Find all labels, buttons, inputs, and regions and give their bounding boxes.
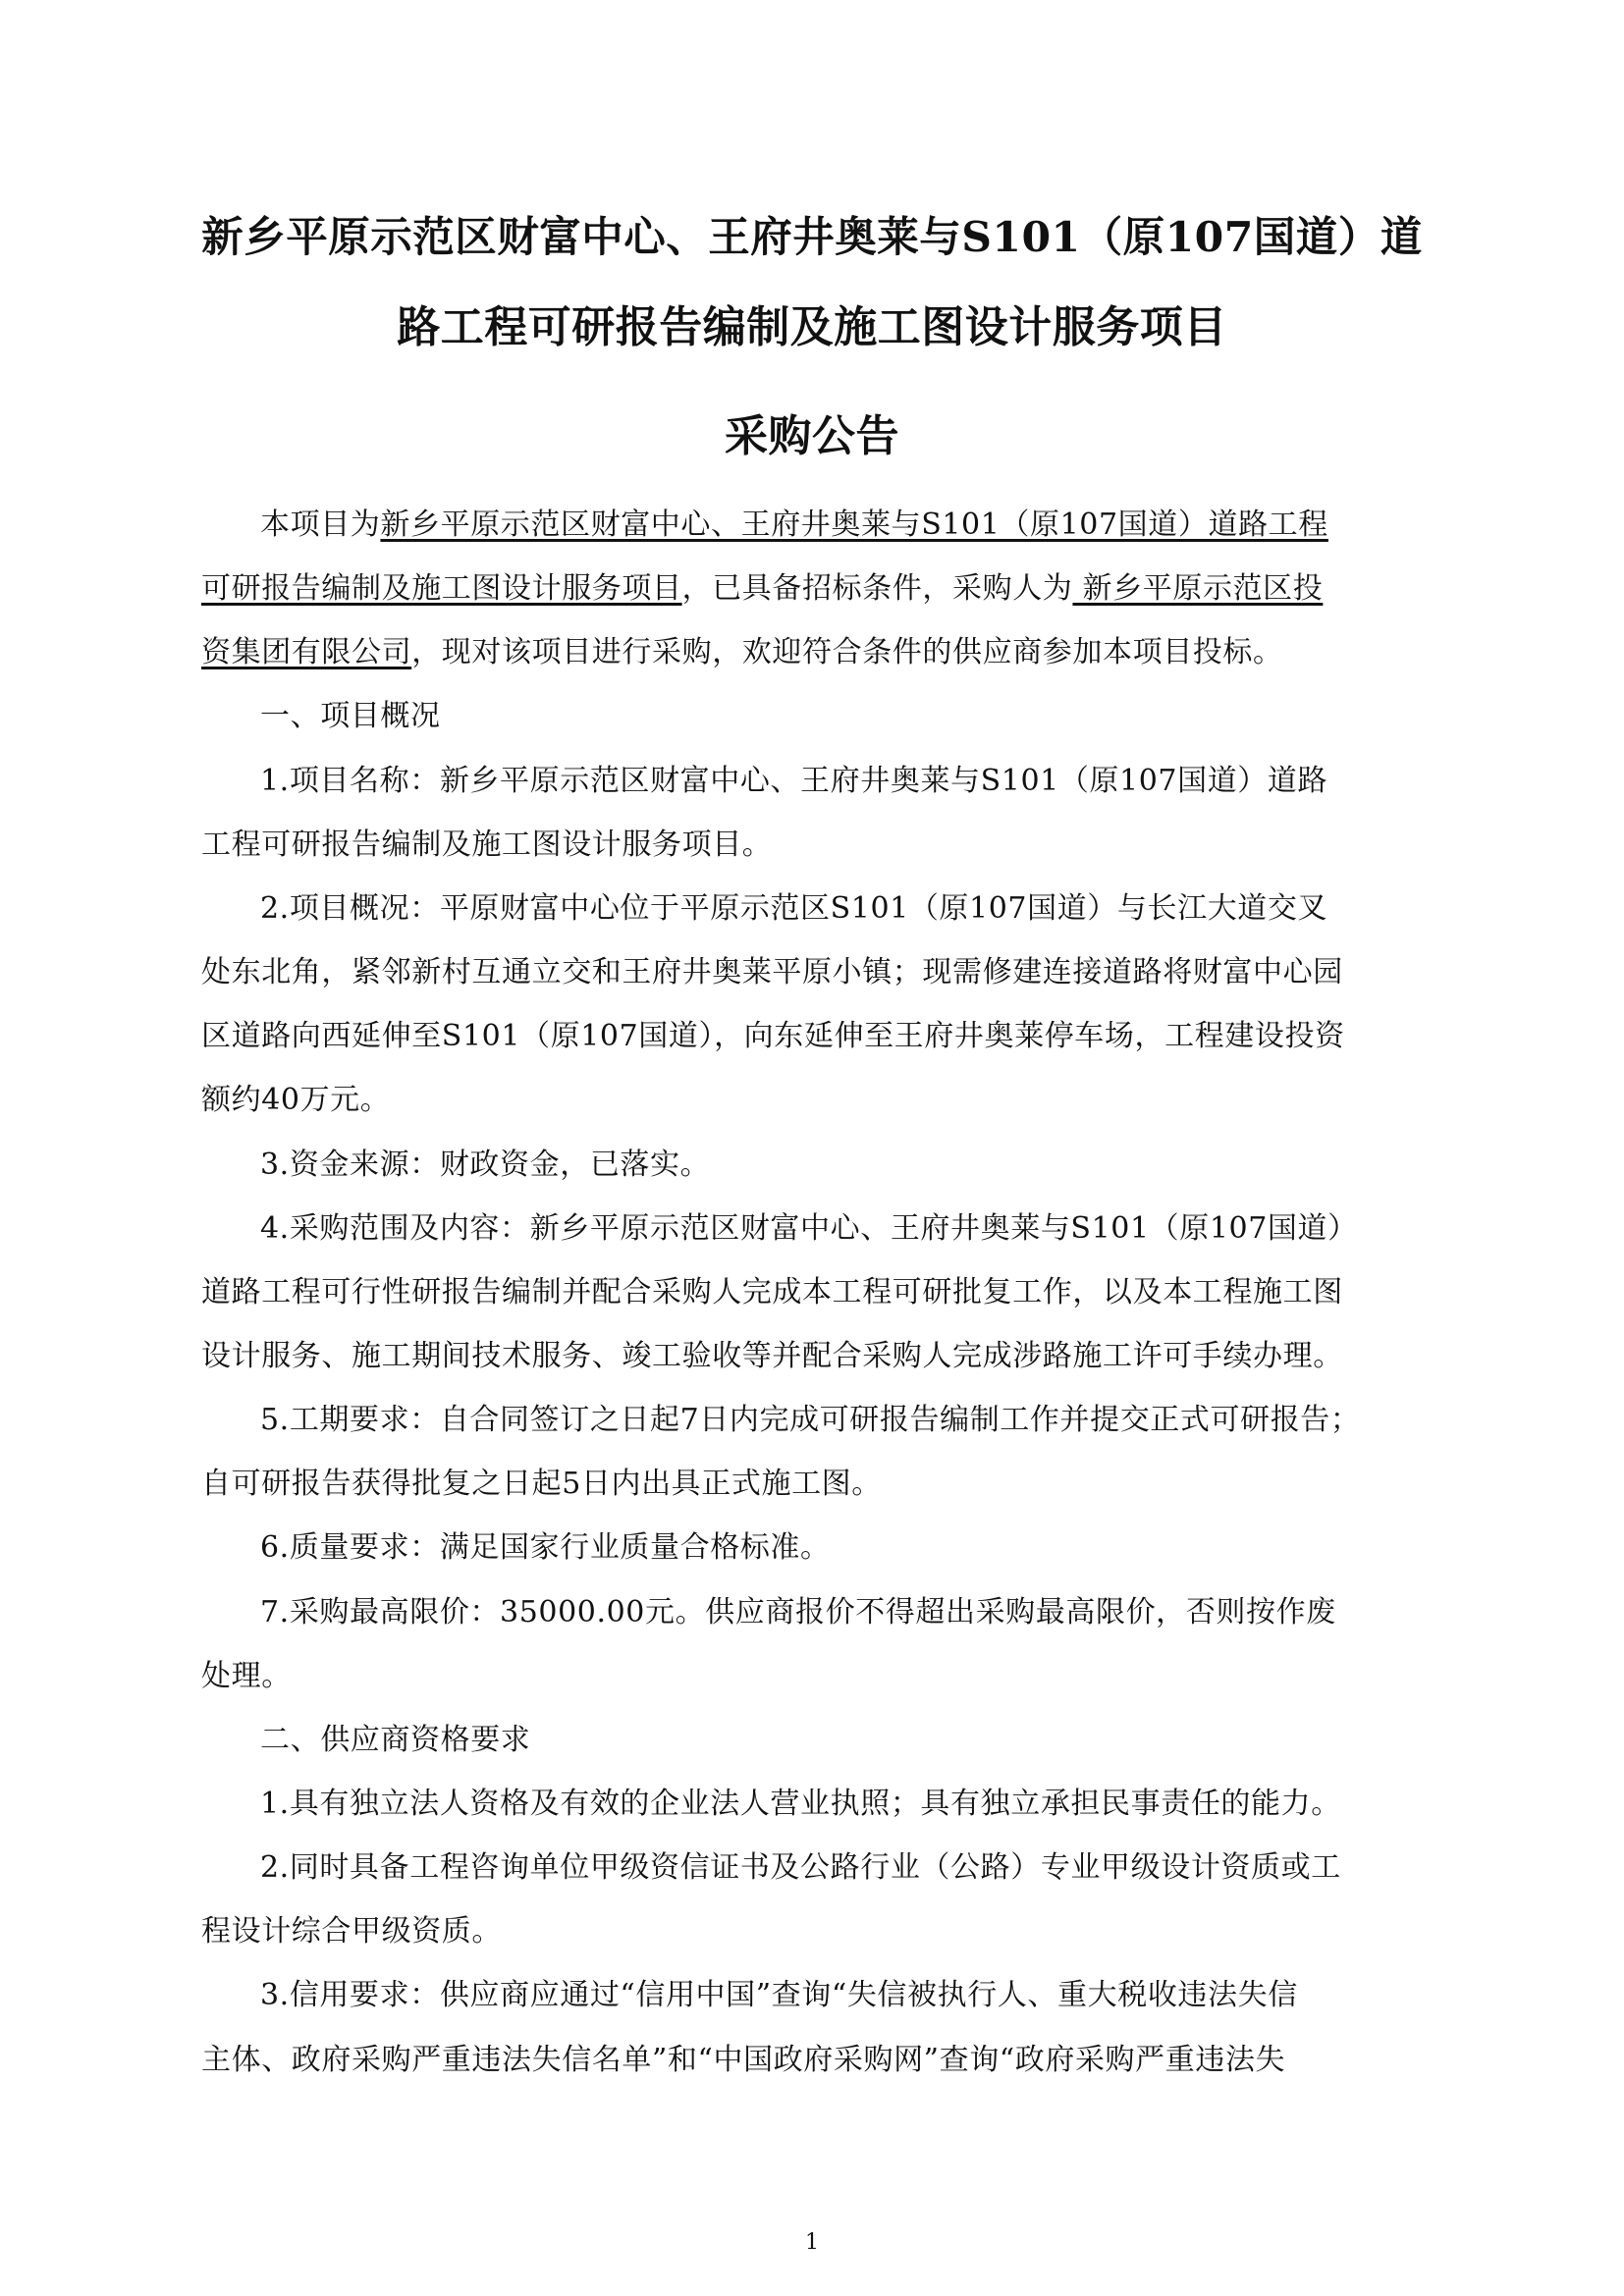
section-2-item-2-cont: 程设计综合甲级资质。 [201, 1914, 502, 1949]
title-line-3: 采购公告 [725, 411, 899, 461]
section-1-heading: 一、项目概况 [260, 699, 441, 733]
section-1-item-2-cont: 处东北角，紧邻新村互通立交和王府井奥莱平原小镇；现需修建连接道路将财富中心园 [201, 955, 1343, 989]
section-1-item-1: 1.项目名称：新乡平原示范区财富中心、王府井奥莱与S101（原107国道）道路 [260, 764, 1328, 798]
section-2-item-1: 1.具有独立法人资格及有效的企业法人营业执照；具有独立承担民事责任的能力。 [260, 1787, 1341, 1821]
intro-line-1 [260, 506, 1434, 545]
section-2-item-3-cont: 主体、政府采购严重违法失信名单”和“中国政府采购网”查询“政府采购严重违法失 [201, 2043, 1286, 2077]
section-1-item-5: 5.工期要求：自合同签订之日起7日内完成可研报告编制工作并提交正式可研报告； [260, 1403, 1361, 1437]
section-1-item-7: 7.采购最高限价：35000.00元。供应商报价不得超出采购最高限价，否则按作废 [260, 1595, 1336, 1629]
section-2-item-3: 3.信用要求：供应商应通过“信用中国”查询“失信被执行人、重大税收违法失信 [260, 1978, 1298, 2012]
section-1-item-4-cont: 设计服务、施工期间技术服务、竣工验收等并配合采购人完成涉路施工许可手续办理。 [201, 1339, 1343, 1373]
intro-text: ，现对该项目进行采购，欢迎符合条件的供应商参加本项目投标。 [411, 635, 1283, 669]
section-1-item-5-cont: 自可研报告获得批复之日起5日内出具正式施工图。 [201, 1467, 882, 1501]
section-1-item-2-cont: 区道路向西延伸至S101（原107国道），向东延伸至王府井奥莱停车场，工程建设投资 [201, 1019, 1345, 1053]
section-1-item-4-cont: 道路工程可行性研报告编制并配合采购人完成本工程可研批复工作，以及本工程施工图 [201, 1275, 1343, 1309]
intro-text: ，已具备招标条件，采购人为 [681, 571, 1073, 606]
section-1-item-2-cont: 额约40万元。 [201, 1083, 391, 1117]
purchaser-underlined: 资集团有限公司 [201, 635, 412, 669]
intro-line-3 [201, 633, 1434, 672]
section-2-item-2: 2.同时具备工程咨询单位甲级资信证书及公路行业（公路）专业甲级设计资质或工 [260, 1850, 1341, 1885]
section-1-item-3: 3.资金来源：财政资金，已落实。 [260, 1148, 711, 1182]
title-line-2: 路工程可研报告编制及施工图设计服务项目 [397, 302, 1227, 352]
section-1-item-4: 4.采购范围及内容：新乡平原示范区财富中心、王府井奥莱与S101（原107国道） [260, 1211, 1358, 1246]
section-1-item-1-cont: 工程可研报告编制及施工图设计服务项目。 [201, 828, 773, 862]
title-line-1: 新乡平原示范区财富中心、王府井奥莱与S101（原107国道）道 [201, 213, 1423, 262]
section-1-item-2: 2.项目概况：平原财富中心位于平原示范区S101（原107国道）与长江大道交叉 [260, 891, 1328, 926]
section-2-heading: 二、供应商资格要求 [260, 1723, 531, 1757]
page-number: 1 [805, 2230, 819, 2255]
project-name-underlined: 可研报告编制及施工图设计服务项目 [201, 571, 682, 606]
purchaser-underlined: 新乡平原示范区投 [1072, 571, 1324, 606]
section-1-item-6: 6.质量要求：满足国家行业质量合格标准。 [260, 1530, 831, 1565]
project-name-underlined: 新乡平原示范区财富中心、王府井奥莱与S101（原107国道）道路工程 [380, 507, 1328, 542]
intro-line-2 [201, 569, 1434, 609]
section-1-item-7-cont: 处理。 [201, 1659, 292, 1693]
intro-text: 本项目为 [260, 507, 381, 542]
